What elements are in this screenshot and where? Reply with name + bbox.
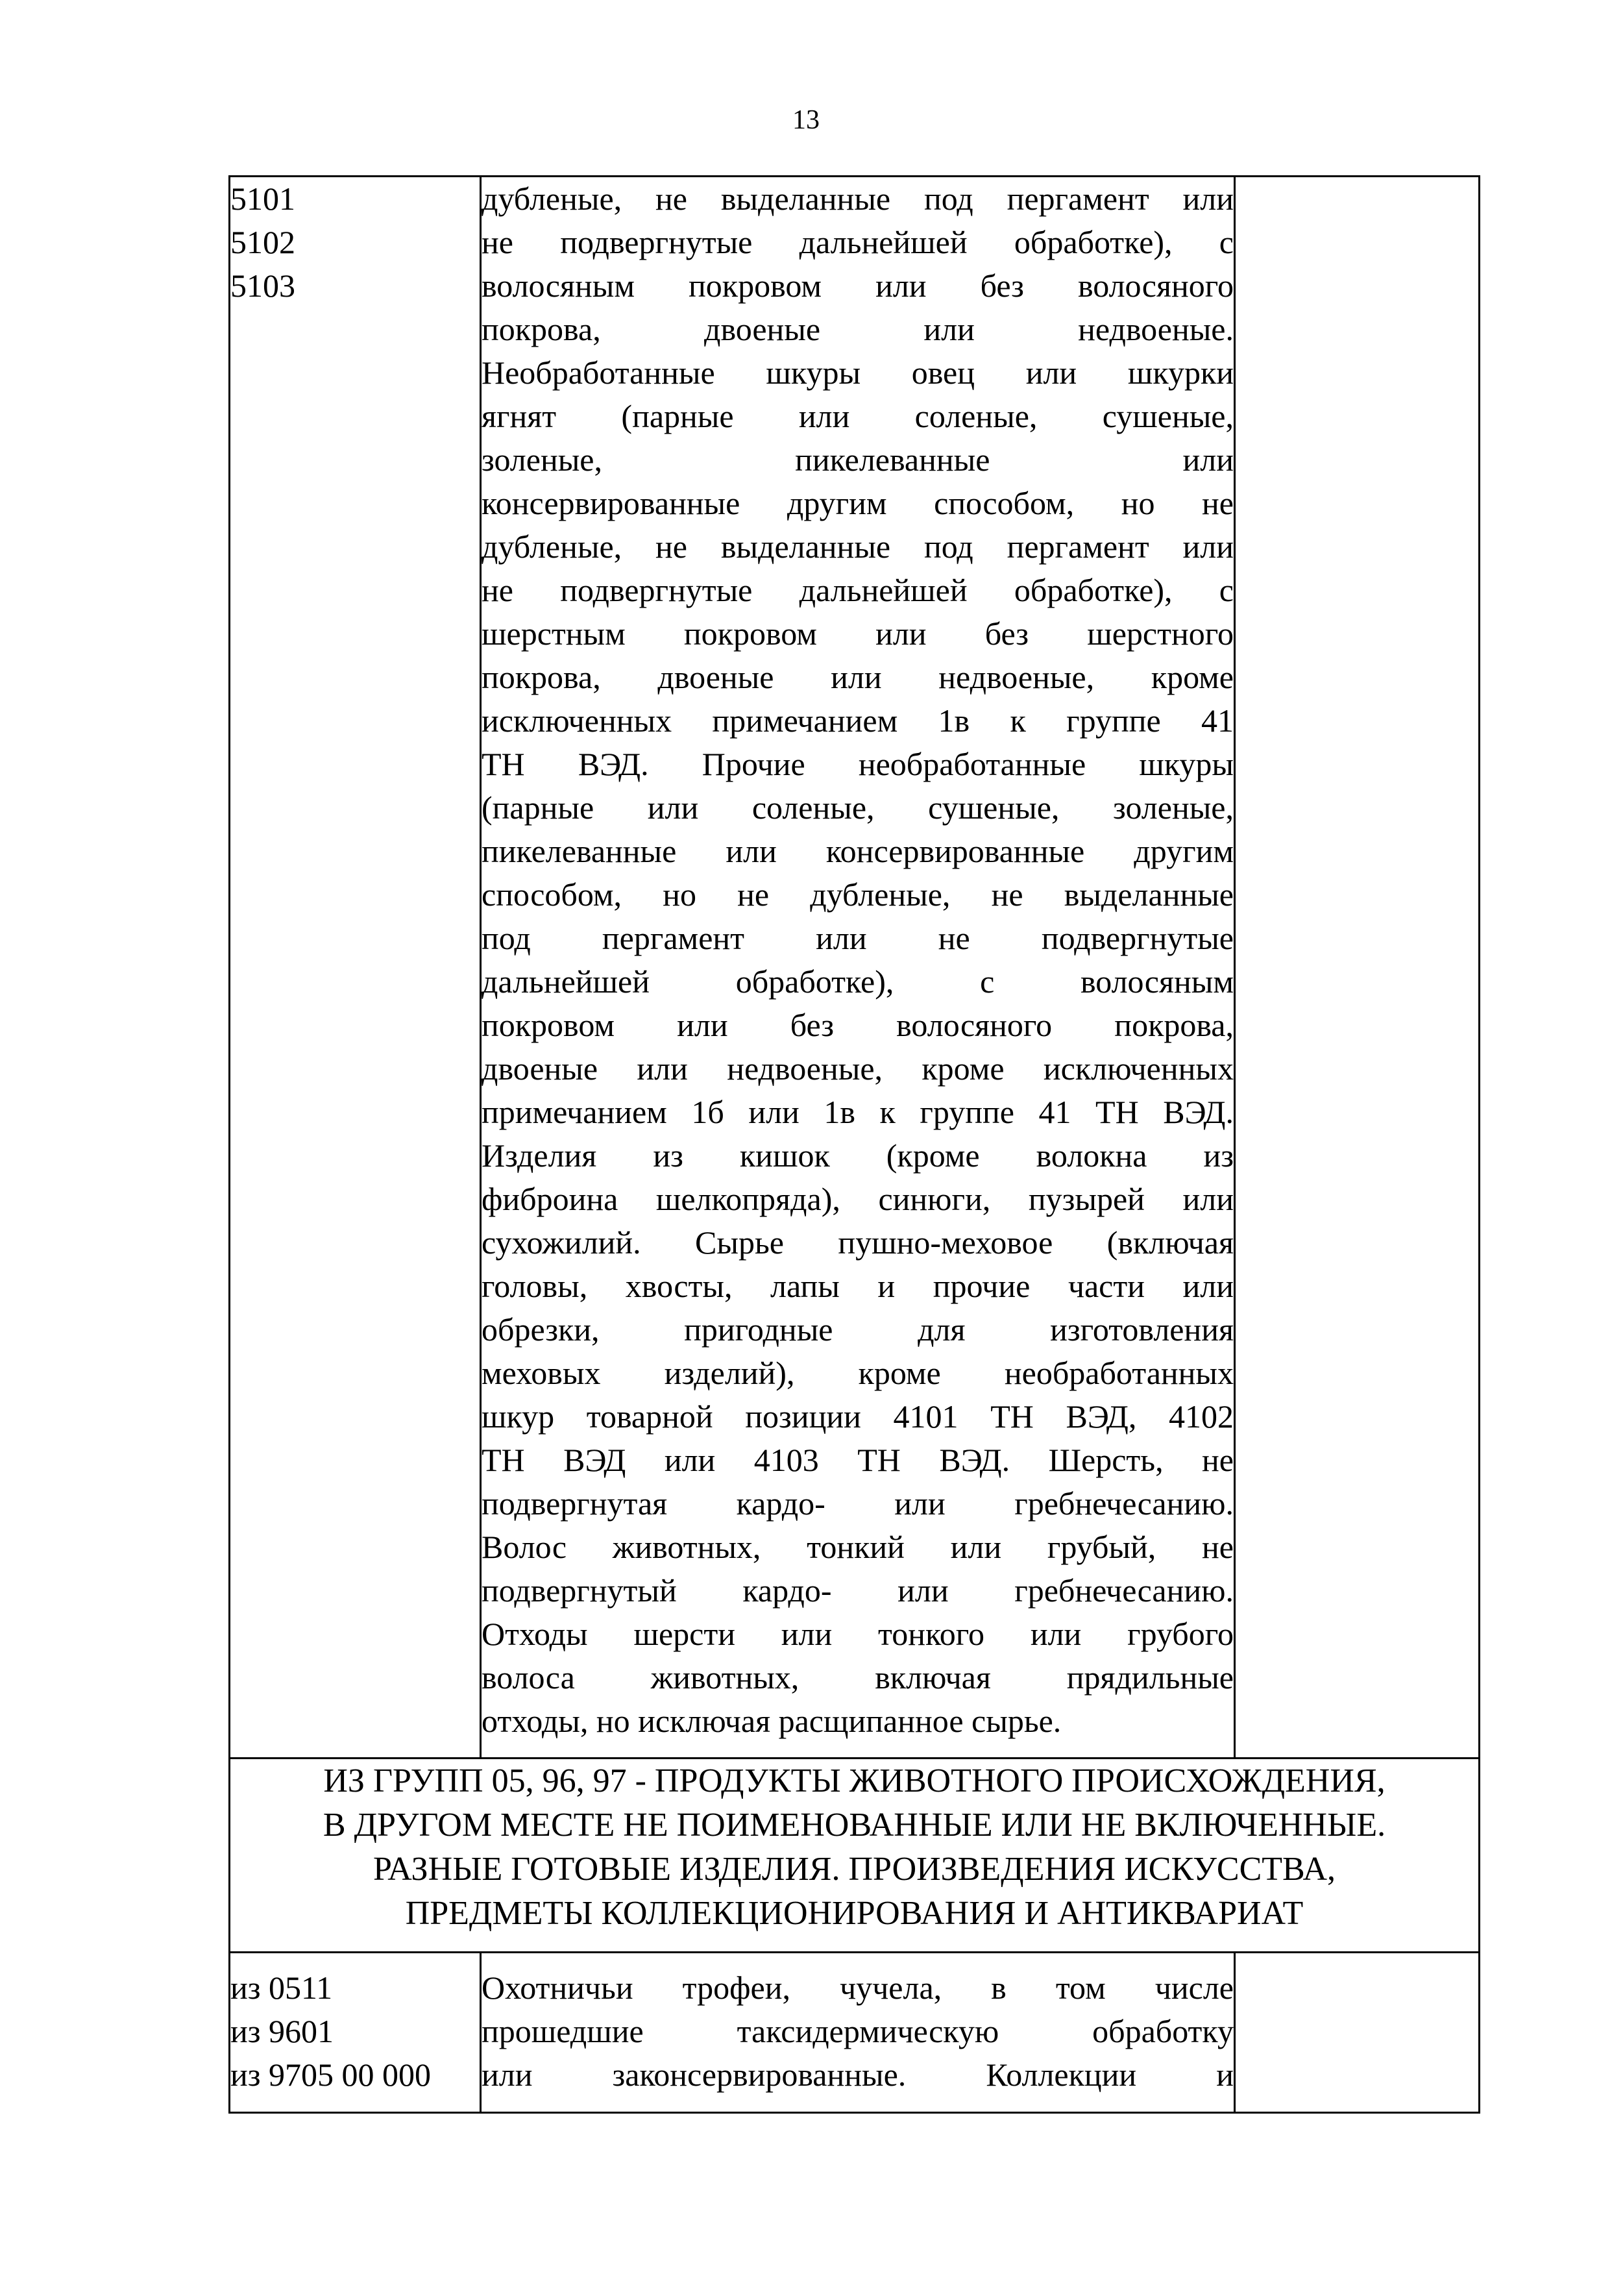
description-line: дубленые, не выделанные под пергамент или	[482, 528, 1234, 565]
page-number: 13	[792, 105, 820, 135]
code-cell	[230, 177, 481, 1759]
section-heading-line: РАЗНЫЕ ГОТОВЫЕ ИЗДЕЛИЯ. ПРОИЗВЕДЕНИЯ ИСКУССТВА,	[373, 1851, 1336, 1888]
table-row	[230, 177, 1480, 1759]
table-row	[230, 1953, 1480, 2113]
description-line: обрезки, пригодные для изготовления	[482, 1311, 1234, 1348]
description-line: золеные, пикелеванные или	[482, 441, 1234, 478]
tn-ved-code: 5102	[230, 224, 295, 260]
description-cell	[481, 177, 1235, 1759]
description-line: фиброина шелкопряда), синюги, пузырей или	[482, 1181, 1234, 1217]
description-line: пикелеванные или консервированные другим	[482, 833, 1234, 869]
description-line: ТН ВЭД или 4103 ТН ВЭД. Шерсть, не	[482, 1442, 1234, 1478]
section-heading	[230, 1759, 1480, 1953]
tn-ved-code: из 9705 00 000	[230, 2056, 432, 2093]
description-cell	[481, 1953, 1235, 2113]
section-heading-line: ПРЕДМЕТЫ КОЛЛЕКЦИОНИРОВАНИЯ И АНТИКВАРИАТ	[405, 1895, 1304, 1932]
description-line: покровом или без волосяного покрова,	[482, 1007, 1234, 1043]
description-line: Отходы шерсти или тонкого или грубого	[482, 1616, 1234, 1652]
description-line: меховых изделий), кроме необработанных	[482, 1355, 1234, 1391]
description-line: Изделия из кишок (кроме волокна из	[482, 1137, 1234, 1174]
description-line: подвергнутая кардо- или гребнечесанию.	[482, 1485, 1234, 1522]
code-cell	[230, 1953, 481, 2113]
description-line: дальнейшей обработке), с волосяным	[482, 963, 1234, 1000]
description-line: способом, но не дубленые, не выделанные	[482, 876, 1234, 913]
tn-ved-code: 5101	[230, 180, 295, 217]
tn-ved-code: из 0511	[230, 1969, 333, 2006]
description-line: не подвергнутые дальнейшей обработке), с	[482, 572, 1234, 608]
description-line: покрова, двоеные или недвоеные, кроме	[482, 659, 1234, 695]
description-line: или законсервированные. Коллекции и	[482, 2056, 1234, 2093]
description-line: под пергамент или не подвергнутые	[482, 920, 1234, 956]
section-heading-line: В ДРУГОМ МЕСТЕ НЕ ПОИМЕНОВАННЫЕ ИЛИ НЕ ВКЛЮЧЕННЫЕ.	[323, 1807, 1386, 1844]
description-line: Охотничьи трофеи, чучела, в том числе	[482, 1969, 1234, 2006]
note-cell	[1235, 177, 1480, 1759]
description-line: ягнят (парные или соленые, сушеные,	[482, 398, 1234, 434]
customs-goods-table	[228, 175, 1480, 2114]
description-line: двоеные или недвоеные, кроме исключенных	[482, 1050, 1234, 1087]
description-line: шкур товарной позиции 4101 ТН ВЭД, 4102	[482, 1398, 1234, 1435]
description-line: волоса животных, включая прядильные	[482, 1659, 1234, 1696]
description-line: ТН ВЭД. Прочие необработанные шкуры	[482, 746, 1234, 782]
description-line: подвергнутый кардо- или гребнечесанию.	[482, 1572, 1234, 1609]
note-cell	[1235, 1953, 1480, 2113]
description-line: шерстным покровом или без шерстного	[482, 615, 1234, 652]
description-line: волосяным покровом или без волосяного	[482, 267, 1234, 304]
description-line: консервированные другим способом, но не	[482, 485, 1234, 521]
description-line: исключенных примечанием 1в к группе 41	[482, 702, 1234, 739]
description-line: примечанием 1б или 1в к группе 41 ТН ВЭД.	[482, 1094, 1234, 1130]
description-line: покрова, двоеные или недвоеные.	[482, 311, 1234, 347]
description-line: прошедшие таксидермическую обработку	[482, 2013, 1234, 2049]
description-line: Необработанные шкуры овец или шкурки	[482, 354, 1234, 391]
table-row	[230, 1759, 1480, 1953]
description-line: отходы, но исключая расщипанное сырье.	[482, 1703, 1062, 1739]
description-line: дубленые, не выделанные под пергамент или	[482, 180, 1234, 217]
section-heading-line: ИЗ ГРУПП 05, 96, 97 - ПРОДУКТЫ ЖИВОТНОГО ПРОИСХОЖДЕНИЯ,	[323, 1762, 1386, 1799]
tn-ved-code: из 9601	[230, 2013, 334, 2049]
description-line: не подвергнутые дальнейшей обработке), с	[482, 224, 1234, 260]
description-line: сухожилий. Сырье пушно-меховое (включая	[482, 1224, 1234, 1261]
description-line: Волос животных, тонкий или грубый, не	[482, 1529, 1234, 1565]
description-line: (парные или соленые, сушеные, золеные,	[482, 789, 1234, 826]
description-line: головы, хвосты, лапы и прочие части или	[482, 1268, 1234, 1304]
tn-ved-code: 5103	[230, 267, 295, 304]
